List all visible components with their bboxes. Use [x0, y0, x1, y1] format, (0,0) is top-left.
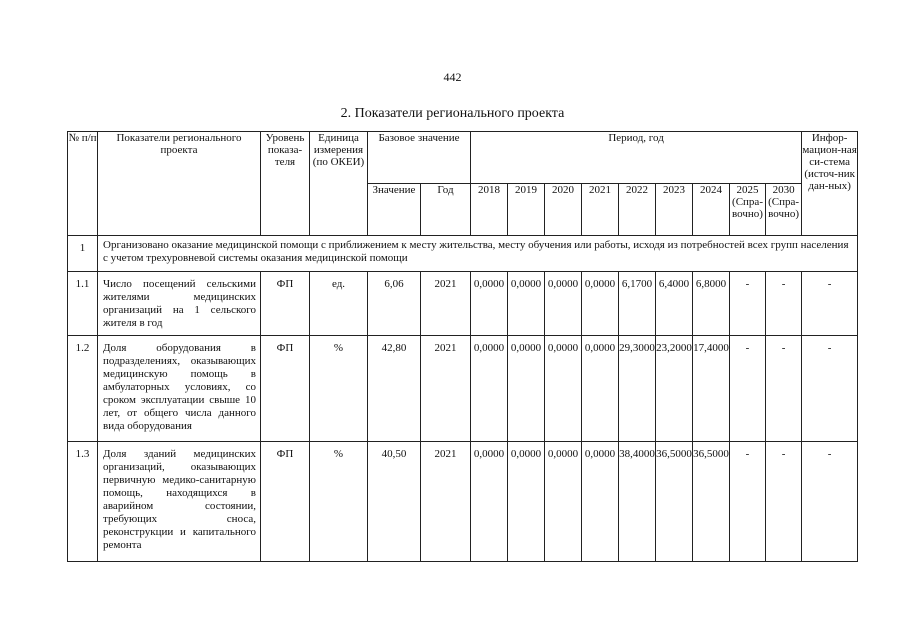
row-base-value: 40,50: [368, 442, 421, 562]
row-base-year: 2021: [421, 442, 471, 562]
row-value: 0,0000: [508, 272, 545, 336]
row-base-value: 42,80: [368, 336, 421, 442]
row-level: ФП: [261, 442, 310, 562]
row-value: -: [766, 336, 802, 442]
header-year: 2025 (Спра-вочно): [730, 184, 766, 236]
header-year: 2022: [619, 184, 656, 236]
row-value: 29,3000: [619, 336, 656, 442]
row-value: 6,1700: [619, 272, 656, 336]
row-value: 17,4000: [693, 336, 730, 442]
row-base-year: 2021: [421, 336, 471, 442]
row-base-year: 2021: [421, 272, 471, 336]
row-value: -: [766, 272, 802, 336]
table-row: [68, 442, 858, 562]
header-year: 2030 (Спра-вочно): [766, 184, 802, 236]
row-value: 6,8000: [693, 272, 730, 336]
row-value: 0,0000: [545, 442, 582, 562]
header-year: 2019: [508, 184, 545, 236]
header-year: 2023: [656, 184, 693, 236]
row-indicator: Число посещений сельскими жителями медицинских организаций на 1 сельского жителя в год: [98, 272, 261, 336]
section-title: 2. Показатели регионального проекта: [340, 106, 565, 121]
row-value: 23,2000: [656, 336, 693, 442]
page-number: 442: [443, 70, 462, 84]
row-value: -: [730, 272, 766, 336]
row-num: 1.2: [68, 336, 98, 442]
header-base-year: Год: [421, 184, 471, 236]
row-value: 0,0000: [545, 272, 582, 336]
row-value: -: [730, 442, 766, 562]
indicators-table: [67, 131, 858, 562]
header-base-value: Значение: [368, 184, 421, 236]
section-row: [68, 236, 858, 272]
row-value: 36,5000: [656, 442, 693, 562]
row-level: ФП: [261, 272, 310, 336]
header-year: 2024: [693, 184, 730, 236]
row-indicator: Доля оборудования в подразделениях, оказывающих медицинскую помощь в амбулаторных условиях, со сроком эксплуатации свыше 10 лет, от общего числа данного вида оборудования: [98, 336, 261, 442]
row-num: 1.1: [68, 272, 98, 336]
row-level: ФП: [261, 336, 310, 442]
section-text: Организовано оказание медицинской помощи с приближением к месту жительства, месту обучения или работы, исходя из потребностей всех групп населения с учетом трехуровневой системы оказания медицинской помощи: [98, 236, 858, 272]
row-value: 0,0000: [471, 336, 508, 442]
section-num: 1: [68, 236, 98, 272]
header-row-top: [68, 132, 858, 184]
row-value: 36,5000: [693, 442, 730, 562]
row-value: 0,0000: [582, 336, 619, 442]
header-period: Период, год: [471, 132, 802, 184]
row-value: 0,0000: [582, 442, 619, 562]
row-value: 38,4000: [619, 442, 656, 562]
header-year: 2020: [545, 184, 582, 236]
table-row: [68, 336, 858, 442]
row-value: 0,0000: [471, 272, 508, 336]
table-row: [68, 272, 858, 336]
header-info: Инфор-мацион-ная си-стема (источ-ник дан-ных): [802, 132, 858, 236]
row-value: -: [766, 442, 802, 562]
row-unit: ед.: [310, 272, 368, 336]
header-year: 2021: [582, 184, 619, 236]
row-base-value: 6,06: [368, 272, 421, 336]
row-value: 0,0000: [471, 442, 508, 562]
header-num: № п/п: [68, 132, 98, 236]
row-value: 6,4000: [656, 272, 693, 336]
row-unit: %: [310, 336, 368, 442]
row-value: 0,0000: [582, 272, 619, 336]
row-info: -: [802, 272, 858, 336]
header-year: 2018: [471, 184, 508, 236]
row-num: 1.3: [68, 442, 98, 562]
row-value: 0,0000: [545, 336, 582, 442]
header-indicator: Показатели регионального проекта: [98, 132, 261, 236]
row-indicator: Доля зданий медицинских организаций, оказывающих первичную медико-санитарную помощь, находящихся в аварийном состоянии, требующих сноса, реконструкции и капитального ремонта: [98, 442, 261, 562]
row-info: -: [802, 442, 858, 562]
header-level: Уровень показа-теля: [261, 132, 310, 236]
row-info: -: [802, 336, 858, 442]
row-value: 0,0000: [508, 442, 545, 562]
header-base: Базовое значение: [368, 132, 471, 184]
row-value: -: [730, 336, 766, 442]
header-unit: Единица измерения (по ОКЕИ): [310, 132, 368, 236]
row-unit: %: [310, 442, 368, 562]
row-value: 0,0000: [508, 336, 545, 442]
